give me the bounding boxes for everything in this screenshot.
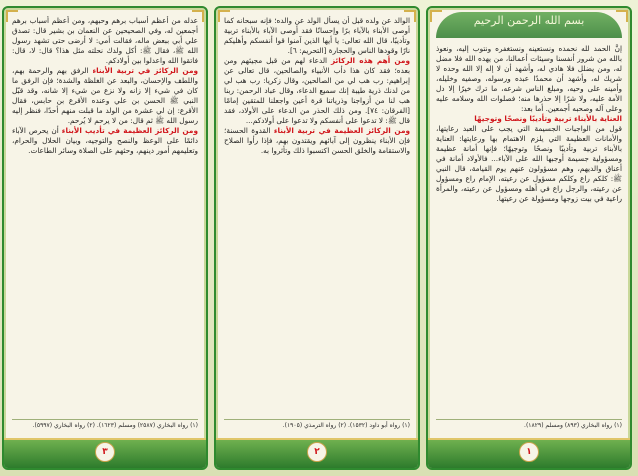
- page-number: ٢: [307, 442, 327, 462]
- panel-2-text: [224, 16, 410, 422]
- body-paragraph: الدعاء لهم من قبل مجيئهم ومن بعده؛ فقد كان هذا دأب الأنبياء والصالحين، قال تعالى عن إبراهيم: رب هب لي من الصالحين، وقال زكريا: رب هب لي من لدنك ذرية طيبة إنك سميع الدعاء، وقال عباد الرحمن: ربنا هب لنا من أزواجنا وذرياتنا قرة أعين واجعلنا للمتقين إمامًا [الفرقان: ٧٤]. ومن ذلك الحذر من الدعاء على الأولاد، فقد قال ﷺ: لا تدعوا على أنفسكم ولا تدعوا على أولادكم...: [224, 56, 410, 125]
- page-number: ٣: [95, 442, 115, 462]
- panel-1-text: [436, 44, 622, 422]
- section-heading: ومن الركائز في تربية الأبناء: [92, 66, 198, 75]
- panel-3-text: [12, 16, 198, 422]
- body-paragraph: الوالد عن ولده قبل أن يسأل الولد عن والده؛ فإنه سبحانه كما أوصى الأبناء بالآباء برًا وإحسانًا فقد أوصى الآباء بالأبناء تربية وتأديبًا، قال الله تعالى: يا أيها الذين آمنوا قوا أنفسكم وأهليكم نارًا وقودها الناس والحجارة [التحريم: ٦].: [224, 16, 410, 55]
- body-paragraph: أن يحرص الآباء دائمًا على الوعظ والنصح والتوجيه، وبيان الحلال والحرام، وتعليمهم أمور دينهم، وحثهم على الصلاة وسائر الطاعات.: [12, 126, 198, 155]
- body-paragraph: قول من الواجبات الجسيمة التي يجب على العبد رعايتها، والأمانات العظيمة التي يلزم الاهتمام بها ورعايتها: العناية بالأبناء تربية وتأديبًا ونصحًا وتوجيهًا؛ فإنها أمانة عظيمة ومسؤولية جسيمة أوجبها الله على الآباء... فالأولاد أمانة في أعناق والديهم، وهم مسؤولون عنهم يوم القيامة، قال النبي ﷺ: كلكم راع وكلكم مسؤول عن رعيته، الإمام راع ومسؤول عن رعيته، والرجل راع في أهله ومسؤول عن رعيته، والمرأة راعية في بيت زوجها ومسؤولة عن رعيتها.: [436, 124, 622, 203]
- footnotes: (١) رواه البخاري (٢٥٨٧) ومسلم (١٦٢٣). (٢) رواه البخاري (٥٩٩٧).: [12, 419, 198, 438]
- section-heading: ومن الركائز العظيمة في تأديب الأبناء: [61, 126, 198, 135]
- section-heading: العناية بالأبناء تربية وتأديبًا ونصحًا وتوجيهًا: [474, 114, 622, 123]
- footnotes: (١) رواه البخاري (٨٩٣) ومسلم (١٨٢٩).: [436, 419, 622, 438]
- panel-1: [426, 6, 632, 470]
- footnotes: (١) رواه أبو داود (١٥٣٢). (٢) رواه الترمذي (١٩٠٥).: [224, 419, 410, 438]
- body-paragraph: الرفق بهم والرحمة بهم، واللطف والإحسان، والبعد عن الغلظة والشدة؛ فإن الرفق ما كان في شيء إلا زانه ولا نزع من شيء إلا شانه، وقد قبّل النبي ﷺ الحسن بن علي وعنده الأقرع بن حابس، فقال الأقرع: إن لي عشرة من الولد ما قبلت منهم أحدًا، فنظر إليه رسول الله ﷺ ثم قال: من لا يرحم لا يُرحم.: [12, 66, 198, 125]
- body-paragraph: القدوة الحسنة؛ فإن الأبناء ينظرون إلى آبائهم ويقتدون بهم، فإذا رأوا الصلاح والاستقامة والخلق الحسن اكتسبوا ذلك وتأثروا به.: [224, 126, 410, 155]
- section-heading: ومن الركائز العظيمة في تربية الأبناء: [273, 126, 410, 135]
- bismillah: بسم الله الرحمن الرحيم: [473, 14, 585, 27]
- page-number: ١: [519, 442, 539, 462]
- intro-paragraph: إنَّ الحمد لله نحمده ونستعينه ونستغفره ونتوب إليه، ونعوذ بالله من شرور أنفسنا وسيئات أعمالنا، من يهده الله فلا مضل له، ومن يضلل فلا هادي له، وأشهد أن لا إله إلا الله وحده لا شريك له، وأشهد أن محمدًا عبده ورسوله، وصفيه وخليله، وأمينه على وحيه، ومبلغ الناس شرعه، ما ترك خيرًا إلا دل الأمة عليه، ولا شرًا إلا حذرها منه؛ فصلوات الله وسلامه عليه وعلى آله وصحبه أجمعين. أما بعد:: [436, 44, 622, 113]
- section-heading: ومن أهم هذه الركائز: [331, 56, 410, 65]
- panel-3: [2, 6, 208, 470]
- body-paragraph: عدله من أعظم أسباب برهم وحبهم، ومن أعظم أسباب برهم أجمعين له، وفي الصحيحين عن النعمان بن بشير قال: تصدق علي أبي ببعض ماله، فقالت أمي: لا أرضى حتى تشهد رسول الله ﷺ، فقال ﷺ: أكل ولدك نحلته مثل هذا؟ قال: لا، قال: فاتقوا الله واعدلوا بين أولادكم.: [12, 16, 198, 65]
- panel-2: [214, 6, 420, 470]
